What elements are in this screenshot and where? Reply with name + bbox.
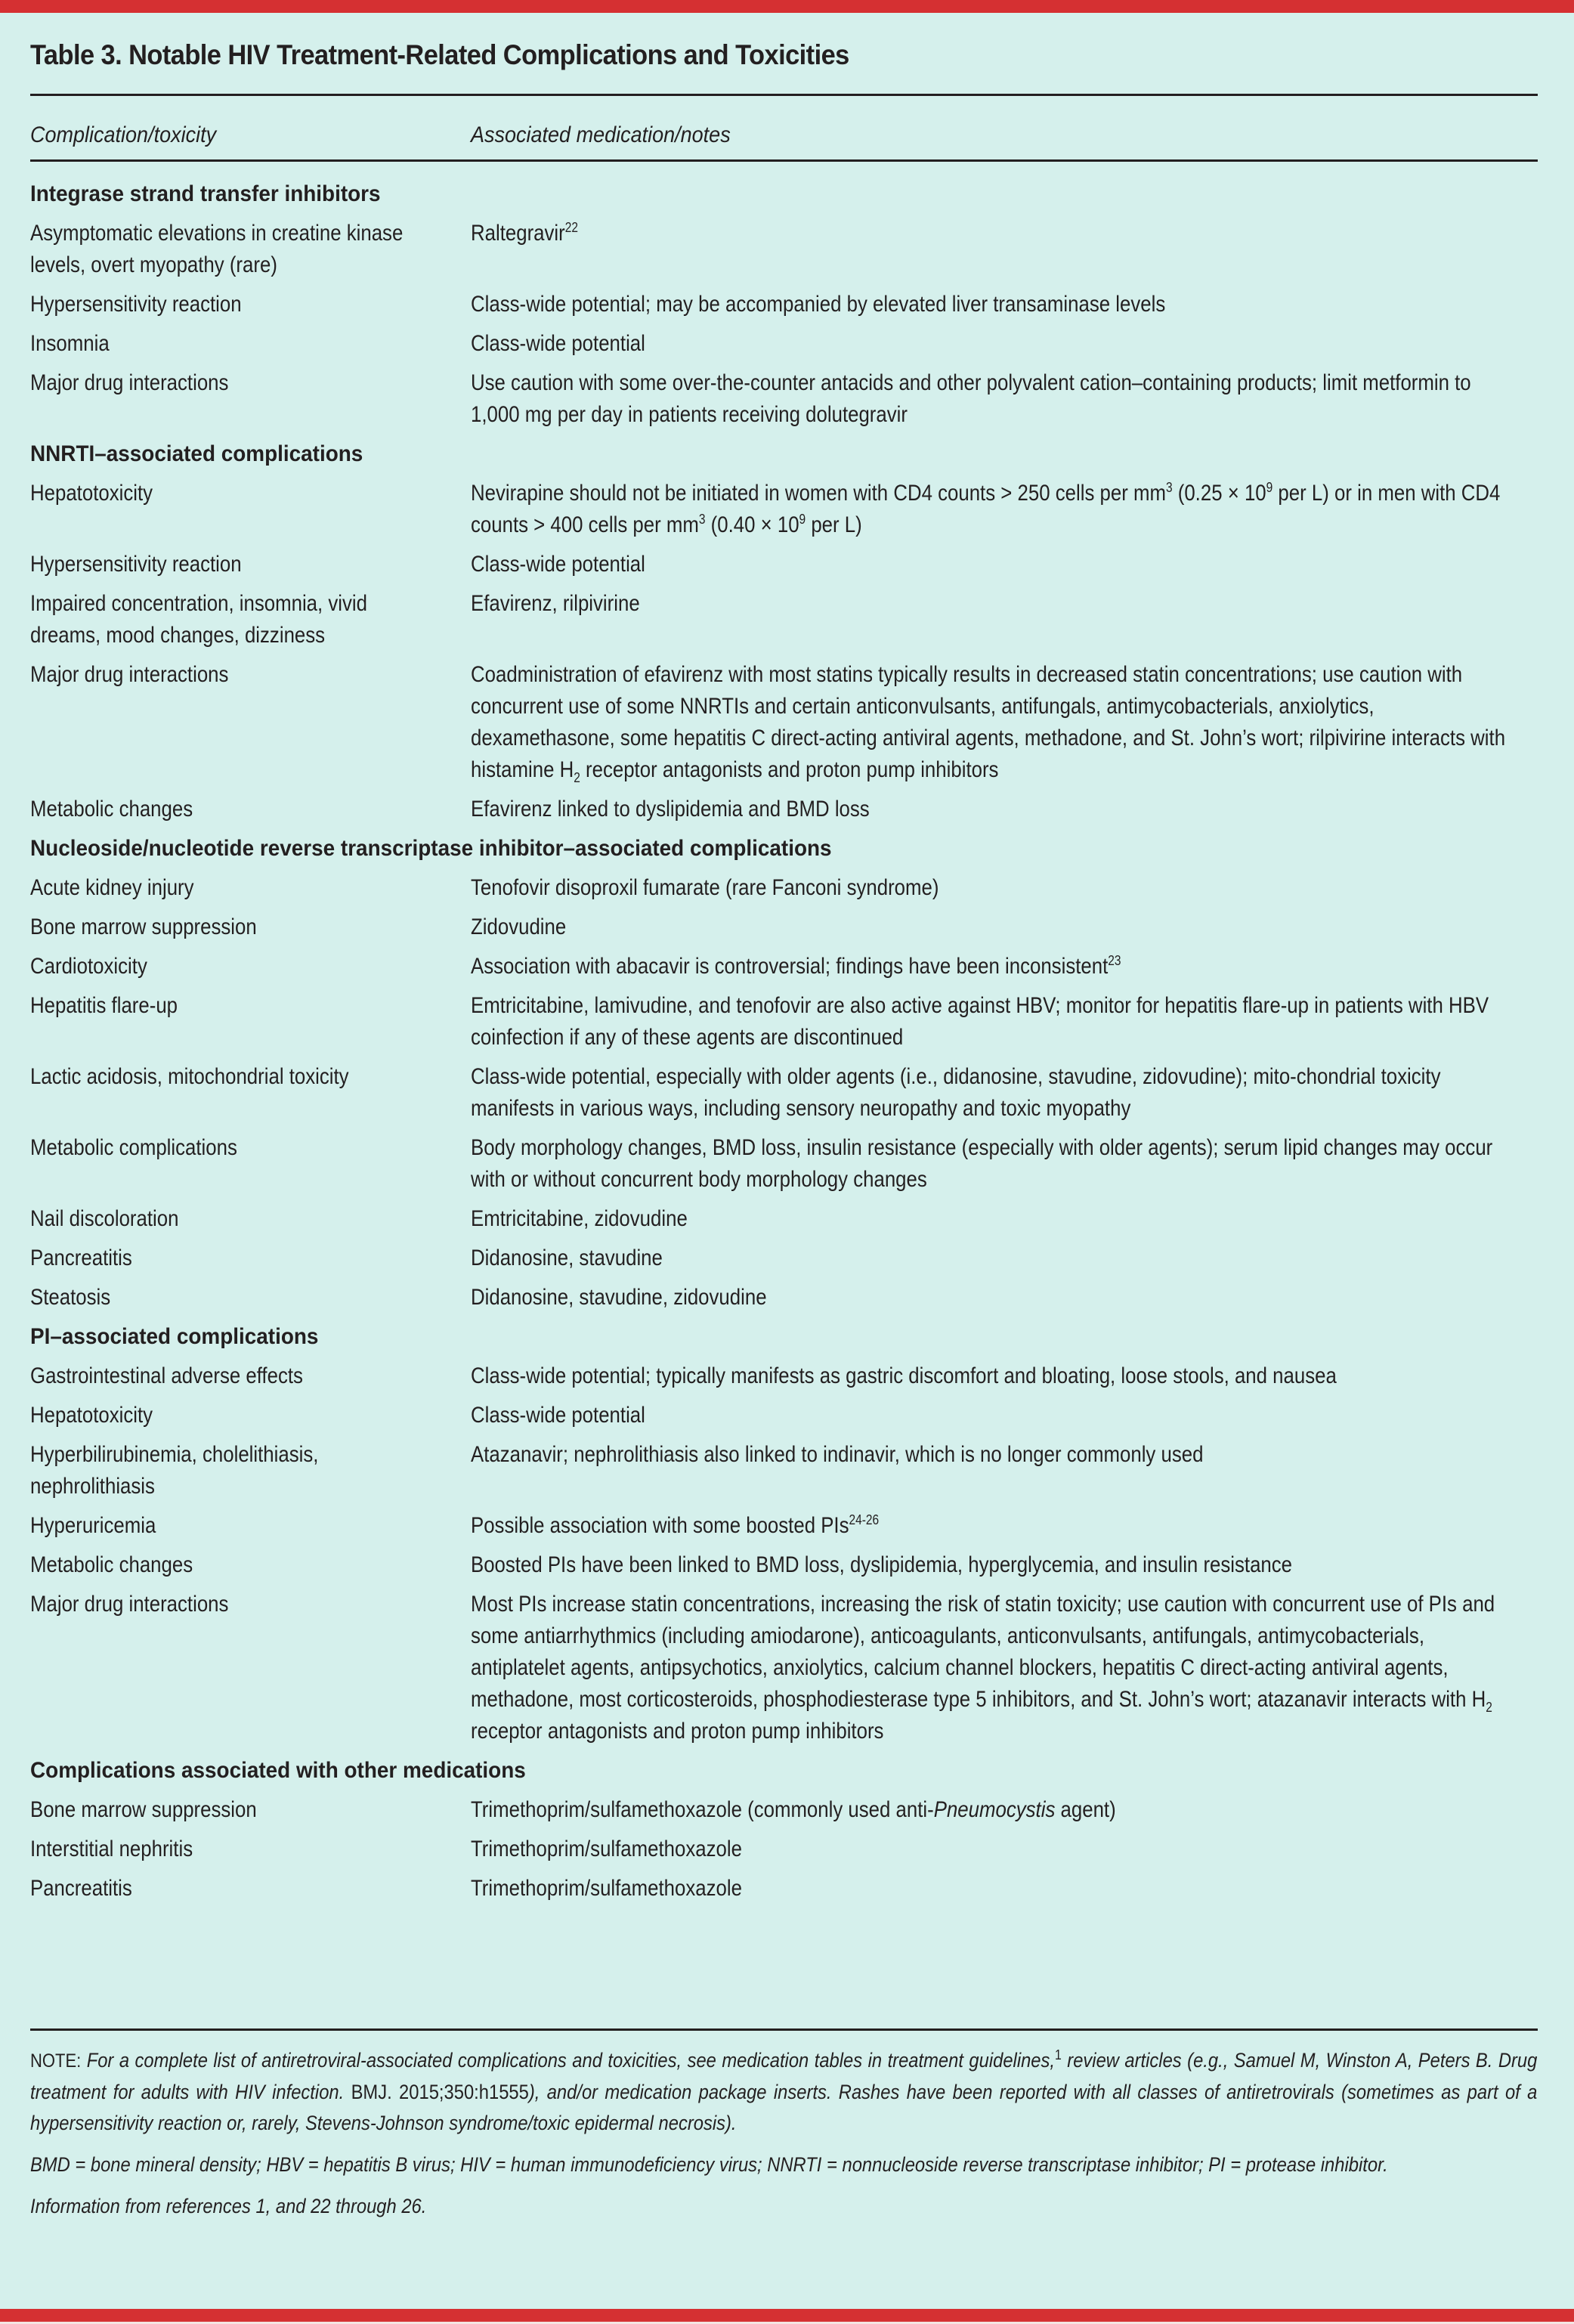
medication-notes-cell [471, 794, 1538, 825]
notes-fragment: 9 [799, 512, 806, 527]
medication-notes-text [471, 911, 1513, 943]
medication-notes-text [471, 1834, 1513, 1865]
notes-fragment: Most PIs increase statin concentrations, increasing the risk of statin toxicity; use caution with concurrent use of PIs and some antiarrhythmics (including amiodarone), anticoagulants, anticonvulsants, antifungals, antimycobacterials, antiplatelet agents, antipsychotics, anxiolytics, calcium channel blockers, hepatitis C direct-acting antiviral agents, methadone, most corticosteroids, phosphodiesterase type 5 inhibitors, and St. John’s wort; atazanavir interacts with H [471, 1592, 1495, 1712]
complication-text: Pancreatitis [30, 1876, 132, 1901]
medication-notes-cell [471, 218, 1538, 281]
complication-cell [30, 1360, 471, 1392]
complication-text: Hepatotoxicity [30, 1403, 153, 1428]
table-row [30, 1510, 1538, 1542]
complication-cell [30, 1549, 471, 1581]
complication-text: Bone marrow suppression [30, 1797, 257, 1822]
medication-notes-cell [471, 1242, 1538, 1274]
notes-fragment: Trimethoprim/sulfamethoxazole (commonly used anti- [471, 1797, 934, 1822]
notes-fragment: Use caution with some over-the-counter antacids and other polyvalent cation–containing products; limit metformin to 1,000 mg per day in patients receiving dolutegravir [471, 370, 1471, 427]
note-text: ), and/or medication package inserts. Rashes have been reported with all classes of antiretrovirals (sometimes as part of a hypersensitivity reaction or, rarely, Stevens-Johnson syndrome/toxic epidermal necrosis). [30, 2081, 1538, 2134]
complication-text: Metabolic changes [30, 1552, 193, 1577]
table-row [30, 1873, 1538, 1905]
complication-cell [30, 478, 471, 541]
abbreviations-text: BMD = bone mineral density; HBV = hepatitis B virus; HIV = human immunodeficiency virus; NNRTI = nonnucleoside reverse transcriptase inhibitor; PI = protease inhibitor. [30, 2153, 1388, 2176]
complication-cell [30, 794, 471, 825]
medication-notes-cell [471, 588, 1538, 651]
note-text: For a complete list of antiretroviral-associated complications and toxicities, see medication tables in treatment guidelines, [81, 2049, 1056, 2072]
medication-notes-text [471, 1439, 1513, 1471]
notes-fragment: Class-wide potential [471, 1403, 645, 1428]
complication-cell [30, 659, 471, 786]
complication-text: Impaired concentration, insomnia, vivid dreams, mood changes, dizziness [30, 591, 367, 648]
complication-text: Metabolic changes [30, 797, 193, 822]
notes-fragment: Nevirapine should not be initiated in women with CD4 counts > 250 cells per mm [471, 481, 1166, 506]
medication-notes-text [471, 990, 1513, 1054]
notes-fragment: 9 [1266, 480, 1273, 495]
medication-notes-text [471, 1794, 1513, 1826]
table-row [30, 588, 1538, 651]
medication-notes-cell [471, 1360, 1538, 1392]
footer-rule [30, 2028, 1538, 2031]
medication-notes-text [471, 478, 1513, 541]
complication-text: Steatosis [30, 1285, 111, 1310]
medication-notes-cell [471, 1794, 1538, 1826]
medication-notes-text [471, 659, 1513, 786]
section-heading: PI–associated complications [30, 1324, 319, 1349]
complication-cell [30, 951, 471, 983]
complication-text: Insomnia [30, 331, 110, 356]
complication-cell [30, 1873, 471, 1905]
complication-text: Major drug interactions [30, 662, 229, 687]
medication-notes-text [471, 794, 1513, 825]
notes-fragment: (0.40 × 10 [705, 512, 799, 537]
medication-notes-text [471, 367, 1513, 431]
table-row [30, 990, 1538, 1054]
notes-fragment: Emtricitabine, zidovudine [471, 1206, 688, 1231]
medication-notes-cell [471, 1834, 1538, 1865]
notes-fragment: Class-wide potential; typically manifests as gastric discomfort and bloating, loose stools, and nausea [471, 1363, 1337, 1388]
table-row [30, 549, 1538, 580]
medication-notes-cell [471, 872, 1538, 904]
notes-fragment: agent) [1055, 1797, 1116, 1822]
notes-fragment: Didanosine, stavudine [471, 1246, 663, 1270]
note-reference: 1 [1055, 2047, 1062, 2063]
complication-text: Hyperuricemia [30, 1513, 156, 1538]
complication-cell [30, 1132, 471, 1196]
medication-notes-cell [471, 1510, 1538, 1542]
medication-notes-cell [471, 1203, 1538, 1235]
table-row [30, 1400, 1538, 1431]
table-row [30, 794, 1538, 825]
notes-fragment: Atazanavir; nephrolithiasis also linked to indinavir, which is no longer commonly used [471, 1442, 1204, 1467]
medication-notes-cell [471, 1589, 1538, 1747]
medication-notes-text [471, 1589, 1513, 1747]
column-header-complication: Complication/toxicity [30, 122, 217, 147]
table-row [30, 1282, 1538, 1314]
complication-text: Major drug interactions [30, 1592, 229, 1617]
notes-fragment: receptor antagonists and proton pump inhibitors [471, 1719, 884, 1744]
notes-fragment: Tenofovir disoproxil fumarate (rare Fanconi syndrome) [471, 875, 939, 900]
table-row [30, 1589, 1538, 1747]
reference-superscript: 23 [1108, 953, 1121, 968]
section-heading: Integrase strand transfer inhibitors [30, 181, 381, 206]
complication-cell [30, 218, 471, 281]
complication-cell [30, 328, 471, 360]
complication-cell [30, 1834, 471, 1865]
medication-notes-text [471, 588, 1513, 620]
notes-fragment: Class-wide potential [471, 552, 645, 577]
complication-text: Bone marrow suppression [30, 914, 257, 939]
notes-fragment: Emtricitabine, lamivudine, and tenofovir are also active against HBV; monitor for hepatitis flare-up in patients with HBV coinfection if any of these agents are discontinued [471, 993, 1489, 1050]
complication-cell [30, 1510, 471, 1542]
complication-cell [30, 289, 471, 320]
complication-text: Nail discoloration [30, 1206, 179, 1231]
medication-notes-text [471, 549, 1513, 580]
table-row [30, 328, 1538, 360]
table-row [30, 1360, 1538, 1392]
title-rule [30, 94, 1538, 96]
header-rule [30, 159, 1538, 162]
medication-notes-cell [471, 1061, 1538, 1125]
column-header-medication: Associated medication/notes [471, 122, 731, 147]
medication-notes-cell [471, 990, 1538, 1054]
table-row [30, 1203, 1538, 1235]
table-row [30, 1132, 1538, 1196]
notes-fragment: Trimethoprim/sulfamethoxazole [471, 1876, 742, 1901]
medication-notes-text [471, 1061, 1513, 1125]
medication-notes-text [471, 1282, 1513, 1314]
medication-notes-cell [471, 478, 1538, 541]
notes-fragment: 3 [1165, 480, 1173, 495]
complication-cell [30, 367, 471, 431]
medication-notes-text [471, 1549, 1513, 1581]
medication-notes-cell [471, 951, 1538, 983]
medication-notes-text [471, 1400, 1513, 1431]
table-row [30, 1549, 1538, 1581]
table-row [30, 1834, 1538, 1865]
complication-cell [30, 1794, 471, 1826]
notes-fragment: Boosted PIs have been linked to BMD loss, dyslipidemia, hyperglycemia, and insulin resistance [471, 1552, 1293, 1577]
notes-fragment: Zidovudine [471, 914, 567, 939]
notes-fragment: Efavirenz, rilpivirine [471, 591, 640, 616]
notes-fragment: Raltegravir [471, 221, 565, 246]
complication-cell [30, 1589, 471, 1747]
medication-notes-cell [471, 328, 1538, 360]
medication-notes-text [471, 328, 1513, 360]
medication-notes-text [471, 1132, 1513, 1196]
table-body [30, 178, 1538, 1912]
complication-cell [30, 549, 471, 580]
complication-cell [30, 1400, 471, 1431]
complication-text: Pancreatitis [30, 1246, 132, 1270]
medication-notes-text [471, 218, 1513, 249]
complication-cell [30, 1282, 471, 1314]
complication-text: Hyperbilirubinemia, cholelithiasis, nephrolithiasis [30, 1442, 319, 1499]
notes-fragment: Class-wide potential; may be accompanied by elevated liver transaminase levels [471, 292, 1166, 317]
notes-fragment: receptor antagonists and proton pump inhibitors [580, 757, 999, 782]
table-row [30, 218, 1538, 281]
notes-fragment: Trimethoprim/sulfamethoxazole [471, 1837, 742, 1861]
source-text: Information from references 1, and 22 through 26. [30, 2195, 427, 2217]
notes-fragment: Class-wide potential, especially with older agents (i.e., didanosine, stavudine, zidovudine); mito-chondrial toxicity manifests in various ways, including sensory neuropathy and toxic myopathy [471, 1064, 1441, 1121]
abbreviations-paragraph [30, 2149, 1538, 2180]
medication-notes-text [471, 1873, 1513, 1905]
table-title: Table 3. Notable HIV Treatment-Related Complications and Toxicities [30, 39, 849, 70]
medication-notes-cell [471, 367, 1538, 431]
medication-notes-cell [471, 549, 1538, 580]
notes-fragment: Class-wide potential [471, 331, 645, 356]
section-heading: Complications associated with other medications [30, 1758, 526, 1783]
note-text: review articles (e.g., Samuel M, Winston A, Peters B. Drug treatment for adults with HIV infection. [30, 2049, 1538, 2103]
notes-fragment: (0.25 × 10 [1172, 481, 1266, 506]
table-row [30, 289, 1538, 320]
notes-fragment: Body morphology changes, BMD loss, insulin resistance (especially with older agents); serum lipid changes may occur with or without concurrent body morphology changes [471, 1135, 1493, 1192]
section-heading: Nucleoside/nucleotide reverse transcriptase inhibitor–associated complications [30, 836, 832, 861]
complication-cell [30, 1061, 471, 1125]
table-row [30, 951, 1538, 983]
complication-cell [30, 1203, 471, 1235]
complication-text: Gastrointestinal adverse effects [30, 1363, 303, 1388]
medication-notes-cell [471, 289, 1538, 320]
complication-text: Lactic acidosis, mitochondrial toxicity [30, 1064, 349, 1089]
complication-text: Interstitial nephritis [30, 1837, 193, 1861]
complication-cell [30, 1439, 471, 1502]
bottom-accent-bar [0, 2309, 1574, 2322]
medication-notes-text [471, 1242, 1513, 1274]
medication-notes-text [471, 1203, 1513, 1235]
notes-fragment: Coadministration of efavirenz with most statins typically results in decreased statin concentrations; use caution with concurrent use of some NNRTIs and certain anticonvulsants, antifungals, antimycobacterials, anxiolytics, dexamethasone, some hepatitis C direct-acting antiviral agents, methadone, and St. John’s wort; rilpivirine interacts with histamine H [471, 662, 1506, 782]
complication-text: Cardiotoxicity [30, 954, 147, 979]
table-row [30, 1242, 1538, 1274]
table-row [30, 659, 1538, 786]
table-row [30, 1794, 1538, 1826]
complication-text: Hepatitis flare-up [30, 993, 178, 1018]
table-row [30, 1061, 1538, 1125]
notes-fragment: 3 [698, 512, 706, 527]
notes-fragment: Possible association with some boosted PIs [471, 1513, 849, 1538]
medication-notes-cell [471, 1873, 1538, 1905]
reference-superscript: 22 [564, 220, 578, 235]
complication-text: Hypersensitivity reaction [30, 552, 242, 577]
table-row [30, 478, 1538, 541]
notes-fragment: per L) or in men with CD4 counts > 400 cells per mm [471, 481, 1501, 537]
medication-notes-cell [471, 1400, 1538, 1431]
medication-notes-cell [471, 1132, 1538, 1196]
medication-notes-text [471, 872, 1513, 904]
medication-notes-text [471, 1510, 1513, 1542]
notes-fragment: Association with abacavir is controversial; findings have been inconsistent [471, 954, 1109, 979]
note-citation: BMJ. 2015;350:h1555 [351, 2081, 529, 2103]
complication-text: Hypersensitivity reaction [30, 292, 242, 317]
table-notes [30, 2045, 1538, 2233]
top-accent-bar [0, 0, 1574, 13]
complication-cell [30, 872, 471, 904]
table-row [30, 367, 1538, 431]
notes-fragment: per L) [806, 512, 862, 537]
table-row [30, 1439, 1538, 1502]
complication-cell [30, 911, 471, 943]
medication-notes-cell [471, 1439, 1538, 1502]
medication-notes-cell [471, 1549, 1538, 1581]
note-label: NOTE: [30, 2050, 82, 2072]
complication-cell [30, 588, 471, 651]
complication-text: Asymptomatic elevations in creatine kinase levels, overt myopathy (rare) [30, 221, 404, 277]
table-row [30, 872, 1538, 904]
notes-fragment: 2 [574, 770, 580, 785]
complication-cell [30, 990, 471, 1054]
table-row [30, 911, 1538, 943]
medication-notes-cell [471, 659, 1538, 786]
complication-text: Hepatotoxicity [30, 481, 153, 506]
note-paragraph [30, 2045, 1538, 2139]
section-heading: NNRTI–associated complications [30, 441, 363, 466]
notes-fragment: Didanosine, stavudine, zidovudine [471, 1285, 767, 1310]
medication-notes-cell [471, 1282, 1538, 1314]
medication-notes-text [471, 951, 1513, 983]
medication-notes-text [471, 1360, 1513, 1392]
notes-fragment: Efavirenz linked to dyslipidemia and BMD loss [471, 797, 870, 822]
notes-fragment: 2 [1486, 1700, 1492, 1715]
medication-notes-text [471, 289, 1513, 320]
medication-notes-cell [471, 911, 1538, 943]
notes-fragment: Pneumocystis [933, 1797, 1056, 1822]
complication-text: Major drug interactions [30, 370, 229, 395]
complication-cell [30, 1242, 471, 1274]
complication-text: Acute kidney injury [30, 875, 194, 900]
reference-superscript: 24-26 [849, 1512, 880, 1527]
source-paragraph [30, 2191, 1538, 2222]
complication-text: Metabolic complications [30, 1135, 237, 1160]
